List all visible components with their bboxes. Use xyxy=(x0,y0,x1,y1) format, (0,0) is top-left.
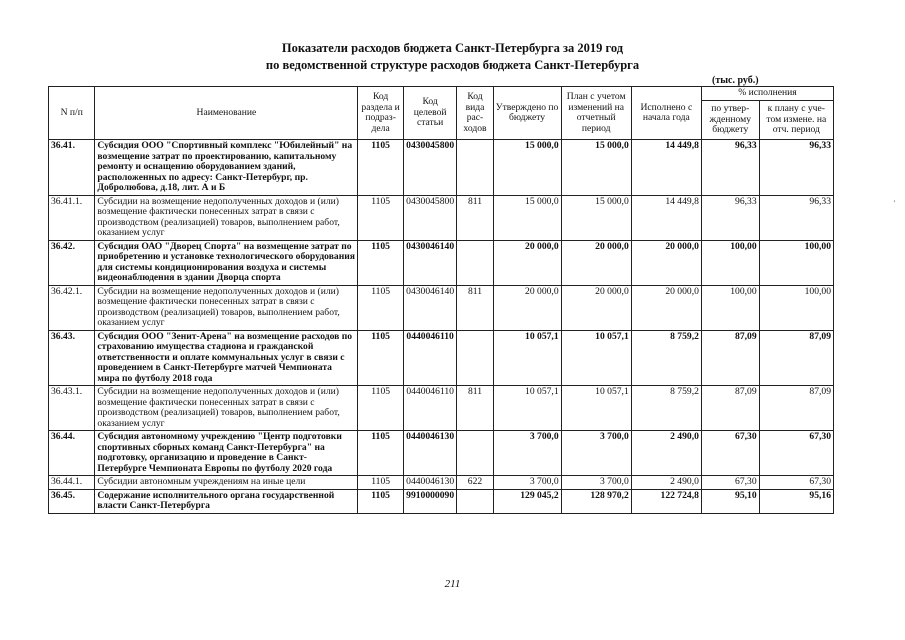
cell-name: Субсидии на возмещение недополученных доходов и (или) возмещение фактически понесенных затрат в связи с производством (реализацией) товаров, выполнением работ, оказанием услуг xyxy=(95,195,358,240)
cell-executed: 14 449,8 xyxy=(631,140,701,196)
cell-pct-approved: 96,33 xyxy=(701,140,759,196)
col-header-num: N п/п xyxy=(49,87,95,140)
cell-pct-plan: 67,30 xyxy=(759,431,833,476)
cell-approved: 3 700,0 xyxy=(493,431,561,476)
cell-pct-plan: 67,30 xyxy=(759,476,833,490)
cell-type: 811 xyxy=(457,195,493,240)
cell-target: 0440046110 xyxy=(403,386,457,431)
col-header-pct-plan: к плану с уче-том измене. на отч. период xyxy=(759,101,833,140)
cell-pct-approved: 87,09 xyxy=(701,386,759,431)
cell-name: Субсидия автономному учреждению "Центр подготовки спортивных сборных команд Санкт-Петербурга" на подготовку, организацию и проведение в Санкт-Петербурге Чемпионата Европы по футболу 2020 года xyxy=(95,431,358,476)
cell-executed: 14 449,8 xyxy=(631,195,701,240)
cell-pct-plan: 95,16 xyxy=(759,489,833,513)
cell-plan: 3 700,0 xyxy=(561,431,631,476)
cell-target: 0430046140 xyxy=(403,285,457,330)
cell-pct-plan: 96,33 xyxy=(759,140,833,196)
cell-target: 0430045800 xyxy=(403,140,457,196)
cell-section: 1105 xyxy=(358,386,403,431)
cell-pct-plan: 100,00 xyxy=(759,285,833,330)
cell-pct-approved: 67,30 xyxy=(701,431,759,476)
cell-plan: 15 000,0 xyxy=(561,140,631,196)
cell-pct-plan: 96,33 xyxy=(759,195,833,240)
cell-target: 0430045800 xyxy=(403,195,457,240)
cell-name: Субсидия ОАО "Дворец Спорта" на возмещение затрат по приобретению и установке технологического оборудования для системы кондиционирования воздуха и системы видеонаблюдения в здании Дворца спорта xyxy=(95,240,358,285)
cell-name: Содержание исполнительного органа государственной власти Санкт-Петербурга xyxy=(95,489,358,513)
cell-executed: 122 724,8 xyxy=(631,489,701,513)
cell-approved: 129 045,2 xyxy=(493,489,561,513)
cell-executed: 20 000,0 xyxy=(631,285,701,330)
cell-pct-plan: 87,09 xyxy=(759,330,833,386)
cell-section: 1105 xyxy=(358,330,403,386)
cell-target: 9910000090 xyxy=(403,489,457,513)
table-row xyxy=(49,431,834,476)
table-row xyxy=(49,386,834,431)
col-header-section: Код раздела и подраз-дела xyxy=(358,87,403,140)
col-header-name: Наименование xyxy=(95,87,358,140)
cell-approved: 10 057,1 xyxy=(493,386,561,431)
cell-num: 36.45. xyxy=(49,489,95,513)
table-row xyxy=(49,489,834,513)
cell-type: 811 xyxy=(457,285,493,330)
report-title: Показатели расходов бюджета Санкт-Петербурга за 2019 год xyxy=(281,41,624,55)
cell-section: 1105 xyxy=(358,140,403,196)
cell-approved: 15 000,0 xyxy=(493,140,561,196)
cell-executed: 20 000,0 xyxy=(631,240,701,285)
cell-num: 36.42. xyxy=(49,240,95,285)
cell-approved: 20 000,0 xyxy=(493,240,561,285)
col-header-type: Код вида рас-ходов xyxy=(457,87,493,140)
cell-section: 1105 xyxy=(358,489,403,513)
table-row xyxy=(49,195,834,240)
header-row xyxy=(49,87,834,101)
cell-target: 0440046130 xyxy=(403,476,457,490)
cell-section: 1105 xyxy=(358,476,403,490)
cell-pct-approved: 96,33 xyxy=(701,195,759,240)
cell-name: Субсидии на возмещение недополученных доходов и (или) возмещение фактически понесенных затрат в связи с производством (реализацией) товаров, выполнением работ, оказанием услуг xyxy=(95,285,358,330)
cell-section: 1105 xyxy=(358,195,403,240)
col-header-plan: План с учетом изменений на отчетный период xyxy=(561,87,631,140)
cell-pct-approved: 100,00 xyxy=(701,285,759,330)
col-header-pct-approved: по утвер-жденному бюджету xyxy=(701,101,759,140)
scan-edge-mark: - xyxy=(891,200,899,203)
cell-executed: 2 490,0 xyxy=(631,476,701,490)
cell-pct-plan: 100,00 xyxy=(759,240,833,285)
cell-plan: 10 057,1 xyxy=(561,386,631,431)
cell-executed: 8 759,2 xyxy=(631,330,701,386)
cell-target: 0440046110 xyxy=(403,330,457,386)
cell-executed: 8 759,2 xyxy=(631,386,701,431)
cell-approved: 10 057,1 xyxy=(493,330,561,386)
table-row xyxy=(49,330,834,386)
col-header-pct-group: % исполнения xyxy=(701,87,833,101)
cell-plan: 15 000,0 xyxy=(561,195,631,240)
cell-section: 1105 xyxy=(358,431,403,476)
col-header-executed: Исполнено с начала года xyxy=(631,87,701,140)
table-row xyxy=(49,140,834,196)
cell-num: 36.43. xyxy=(49,330,95,386)
cell-num: 36.44. xyxy=(49,431,95,476)
budget-table xyxy=(48,86,834,514)
cell-plan: 3 700,0 xyxy=(561,476,631,490)
cell-plan: 20 000,0 xyxy=(561,285,631,330)
cell-approved: 20 000,0 xyxy=(493,285,561,330)
cell-target: 0440046130 xyxy=(403,431,457,476)
cell-approved: 3 700,0 xyxy=(493,476,561,490)
table-row xyxy=(49,476,834,490)
cell-name: Субсидия ООО "Спортивный комплекс "Юбилейный" на возмещение затрат по проектированию, капитальному ремонту и оснащению оборудованием зданий, расположенных по адресу: Санкт-Петербург, пр. Добролюбова, д.18, лит. А и Б xyxy=(95,140,358,196)
cell-pct-approved: 87,09 xyxy=(701,330,759,386)
cell-name: Субсидии автономным учреждениям на иные цели xyxy=(95,476,358,490)
cell-type xyxy=(457,489,493,513)
cell-executed: 2 490,0 xyxy=(631,431,701,476)
page-number: 211 xyxy=(444,578,461,590)
cell-name: Субсидии на возмещение недополученных доходов и (или) возмещение фактически понесенных затрат в связи с производством (реализацией) товаров, выполнением работ, оказанием услуг xyxy=(95,386,358,431)
units-label: (тыс. руб.) xyxy=(712,75,759,86)
col-header-target: Код целевой статьи xyxy=(403,87,457,140)
table-row xyxy=(49,285,834,330)
cell-plan: 20 000,0 xyxy=(561,240,631,285)
cell-pct-approved: 100,00 xyxy=(701,240,759,285)
cell-section: 1105 xyxy=(358,240,403,285)
cell-num: 36.41.1. xyxy=(49,195,95,240)
cell-type xyxy=(457,431,493,476)
cell-type: 811 xyxy=(457,386,493,431)
col-header-approved: Утверждено по бюджету xyxy=(493,87,561,140)
cell-pct-approved: 95,10 xyxy=(701,489,759,513)
cell-type: 622 xyxy=(457,476,493,490)
cell-plan: 128 970,2 xyxy=(561,489,631,513)
cell-section: 1105 xyxy=(358,285,403,330)
cell-target: 0430046140 xyxy=(403,240,457,285)
cell-plan: 10 057,1 xyxy=(561,330,631,386)
cell-name: Субсидия ООО "Зенит-Арена" на возмещение расходов по страхованию имущества стадиона и гражданской ответственности и оплате коммунальных услуг в связи с проведением в Санкт-Петербурге матчей Чемпионата мира по футболу 2018 года xyxy=(95,330,358,386)
cell-type xyxy=(457,140,493,196)
cell-approved: 15 000,0 xyxy=(493,195,561,240)
report-subtitle: по ведомственной структуре расходов бюджета Санкт-Петербурга xyxy=(265,58,640,72)
cell-pct-approved: 67,30 xyxy=(701,476,759,490)
cell-type xyxy=(457,330,493,386)
cell-type xyxy=(457,240,493,285)
cell-num: 36.42.1. xyxy=(49,285,95,330)
cell-num: 36.41. xyxy=(49,140,95,196)
table-row xyxy=(49,240,834,285)
cell-num: 36.43.1. xyxy=(49,386,95,431)
cell-pct-plan: 87,09 xyxy=(759,386,833,431)
cell-num: 36.44.1. xyxy=(49,476,95,490)
